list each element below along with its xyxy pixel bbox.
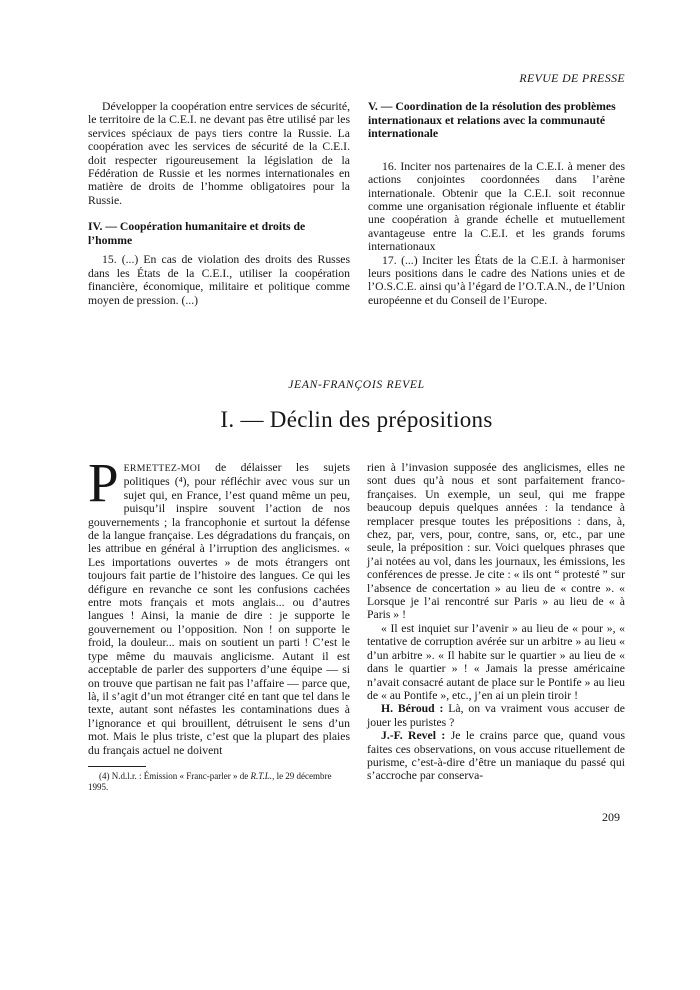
footnote-rule: [88, 766, 146, 767]
paragraph-anglicismes: rien à l’invasion supposée des anglicismes, elles ne sont dues qu’à nous et sont parfaitement franco-françaises. Un exemple, un seul, qui me frappe beaucoup depuis quelques années : la tendance à remplacer presque toutes les prépositions : dans, à, chez, par, vers, pour, contre, sans, or, etc., par une seule, la préposition : sur. Voici quelques phrases que j’ai notées au vol, dans les journaux, les émissions, les conférences de presse. Je cite : « ils ont “ protesté ” sur l’absence de concertation » au lieu de « contre ». « Lorsque je l’ai rencontré sur Paris » au lieu de « à Paris » !: [367, 461, 625, 622]
speaker-beroud: H. Béroud :: [381, 702, 444, 716]
footnote-suffix: , le 29 décembre 1995.: [88, 770, 332, 792]
article-left-column: [88, 452, 350, 792]
paragraph-cooperation-services: Développer la coopération entre services de sécurité, le territoire de la C.E.I. ne devant pas être utilisé par les services spéciaux de pays tiers contre la Russie. La coopération avec les services de sécurité de la C.E.I. doit respecter rigoureusement la législation de la Fédération de Russie et les normes internationales en matière de droits de l’homme obligatoires pour la Russie.: [88, 100, 350, 207]
paragraph-revel: [367, 729, 625, 783]
running-header: REVUE DE PRESSE: [519, 71, 625, 85]
article-body: [88, 452, 625, 792]
page-number: 209: [602, 810, 620, 824]
dropcap-letter: P: [88, 452, 119, 513]
speaker-revel: J.-F. Revel :: [381, 729, 446, 743]
press-review-right-column: [368, 100, 625, 307]
paragraph-17: 17. (...) Inciter les États de la C.E.I. à harmoniser leurs positions dans le cadre des Nations unies et de l’O.S.C.E. ainsi qu’à l’égard de l’O.T.A.N., de l’Union européenne et du Conseil de l’Europe.: [368, 253, 625, 307]
press-review-section: [88, 100, 625, 307]
article-right-column: [367, 461, 625, 792]
author-byline: JEAN-FRANÇOIS REVEL: [288, 378, 425, 391]
footnote: [88, 766, 350, 792]
speaker-beroud-text: Là, on va vraiment vous accuser de jouer les puristes ?: [367, 702, 625, 729]
article-title: I. — Déclin des prépositions: [220, 407, 493, 432]
paragraph-15: 15. (...) En cas de violation des droits des Russes dans les États de la C.E.I., utiliser la coopération financière, économique, militaire et politique comme moyen de pression. (...): [88, 253, 350, 307]
article-opening-paragraph: [88, 452, 350, 757]
opening-paragraph-text: de délaisser les sujets politiques (⁴), pour réfléchir avec vous sur un sujet qui, en France, l’est quand même un peu, puisqu’il inspire souvent l’action de nos gouvernements ; la francophonie et surtout la défense de la langue française. Les dégradations du français, on les attribue en général à l’irruption des anglicismes. « Les importations ouvertes » de mots étrangers ont toujours fait partie de l’histoire des langues. Ce qui les défigure en revanche ce sont les confusions cachées entre mots français et mots anglais... ou d’autres langues ! Ainsi, la manie de dire : je supporte le gouvernement ou l’opposition. Non ! on supporte le froid, la douleur... mais on soutient un parti ! C’est le type même du mauvais anglicisme. Autant il est acceptable de parler des supporters d’une équipe — si on trouve que partisan ne fait pas l’affaire — parce que, là, il s’agit d’un mot étranger cité en tant que tel dans le texte, autant sont néfastes les contaminations dues à l’ignorance et qui brouillent, détruisent le sens d’un mot. Mais le plus triste, c’est que la plupart des plaies du français actuel ne doivent: [88, 461, 350, 757]
press-review-left-column: [88, 100, 350, 307]
speaker-revel-text: Je le crains parce que, quand vous faites ces observations, on vous accuse rituellement de purisme, c’est-à-dire d’être un maniaque du passé qui s’accroche par conserva-: [367, 729, 625, 783]
footnote-journal-name: R.T.L.: [250, 770, 273, 781]
footnote-prefix: (4) N.d.l.r. : Émission « Franc-parler » de: [99, 770, 251, 781]
paragraph-16: 16. Inciter nos partenaires de la C.E.I. à mener des actions conjointes coordonnées dans l’arène internationale. Obtenir que la C.E.I. soit reconnue comme une organisation régionale influente et établir une coopération à grande échelle et mutuellement avantageuse entre la C.E.I. et les grands forums internationaux: [368, 159, 625, 254]
footnote-text: [88, 771, 350, 792]
heading-section-iv: IV. — Coopération humanitaire et droits de l’homme: [88, 220, 306, 247]
lead-smallcaps: ERMETTEZ-MOI: [123, 463, 201, 474]
paragraph-exemples-sur: « Il est inquiet sur l’avenir » au lieu de « pour », « tentative de corruption avérée sur un arbitre » au lieu « d’un arbitre ». « Il habite sur le quartier » au lieu de « dans le quartier » ! « Jamais la presse américaine n’avait consacré autant de place sur le Pontife » au lieu de « au Pontife », etc., j’en ai un plein tiroir !: [367, 621, 625, 702]
paragraph-beroud: [367, 702, 625, 729]
heading-section-v: V. — Coordination de la résolution des problèmes internationaux et relations avec la communauté internationale: [368, 100, 616, 141]
